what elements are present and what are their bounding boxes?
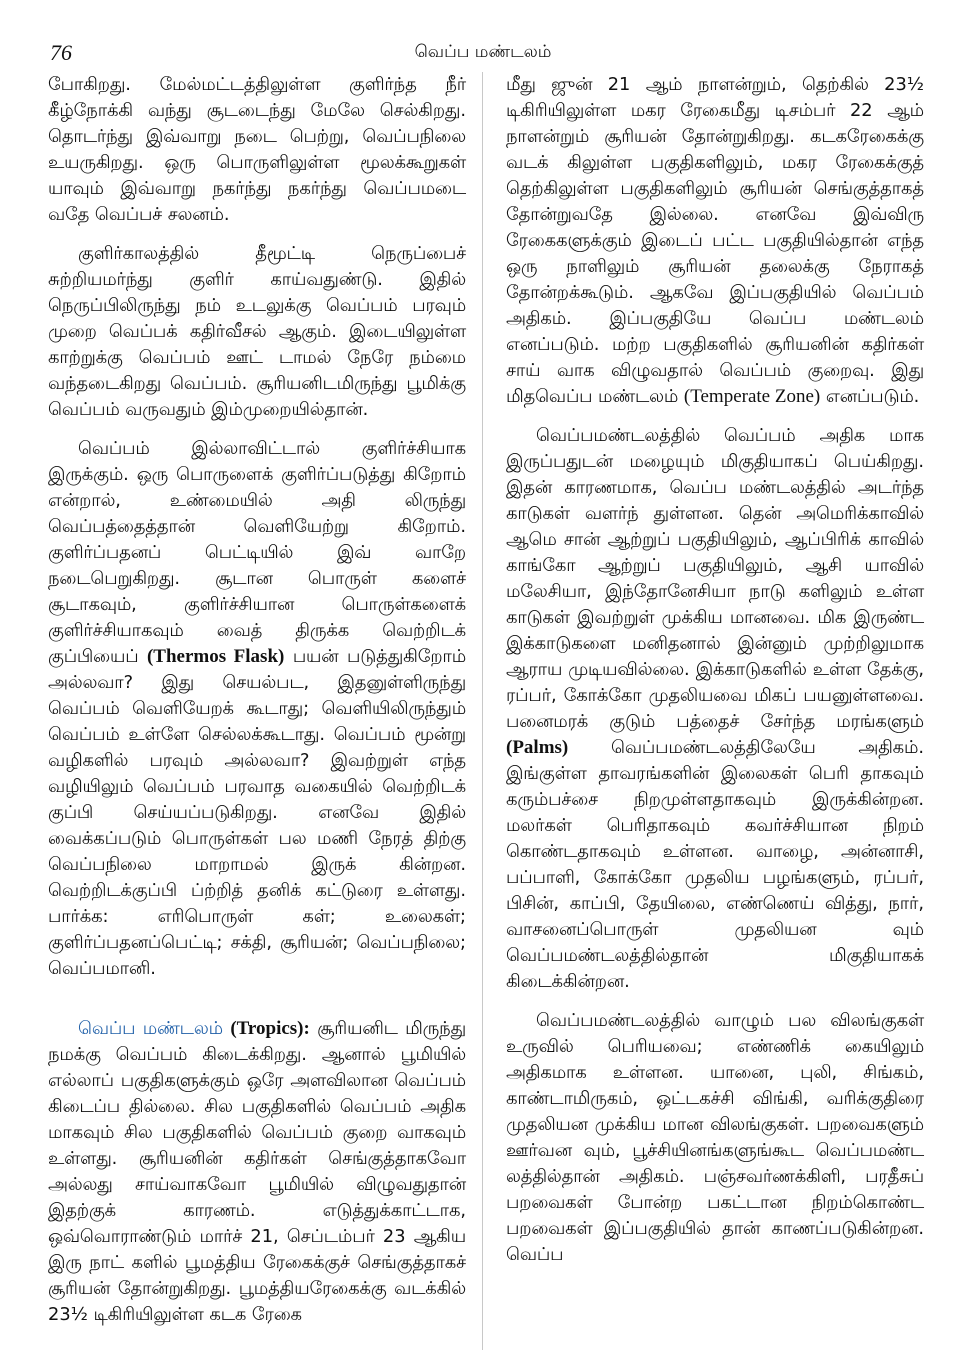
paragraph-tropic-lines <box>506 72 924 410</box>
temperate-english-term: (Temperate Zone) <box>683 386 821 407</box>
column-divider <box>482 72 483 1350</box>
paragraph-forests <box>506 423 924 995</box>
paragraph-animals: வெப்பமண்டலத்தில் வாழும் பல விலங்குகள் உருவில் பெரியவை; எண்ணிக் கையிலும் அதிகமாக உள்ளன. யானை, புலி, சிங்கம், காண்டாமிருகம், ஒட்டகச்சி விங்கி, வரிக்குதிரை முதலியன முக்கிய மான விலங்குகள். பறவைகளும் ஊர்வன வும், பூச்சியினங்களுங்கூட வெப்பமண்ட லத்தில்தான் அதிகம். பஞ்சவர்ணக்கிளி, பரதீசுப் பறவைகள் போன்ற பகட்டான நிறம்கொண்ட பறவைகள் இப்பகுதியில் தான் காணப்படுகின்றன. வெப்ப <box>506 1010 924 1265</box>
thermos-text-a: வெப்பம் இல்லாவிட்டால் குளிர்ச்சியாக இருக்கும். ஒரு பொருளைக் குளிர்ப்படுத்து கிறோம் என்றால், உண்மையில் அதி லிருந்து வெப்பத்தைத்தான் வெளியேற்று கிறோம். குளிர்ப்பதனப் பெட்டியில் இவ் வாறே நடைபெறுகிறது. சூடான பொருள் களைச் சூடாகவும், குளிர்ச்சியான பொருள்களைக் குளிர்ச்சியாகவும் வைத் திருக்க வெற்றிடக் குப்பியைப் <box>48 438 466 667</box>
paragraph-convection: போகிறது. மேல்மட்டத்திலுள்ள குளிர்ந்த நீர் கீழ்நோக்கி வந்து சூடடைந்து மேலே செல்கிறது. தொடர்ந்து இவ்வாறு நடை பெற்று, வெப்பநிலை உயருகிறது. ஒரு பொருளிலுள்ள மூலக்கூறுகள் யாவும் இவ்வாறு நகர்ந்து நகர்ந்து வெப்பமடை வதே வெப்பச் சலனம். <box>48 74 466 225</box>
tropics-text: சூரியனிட மிருந்து நமக்கு வெப்பம் கிடைக்கிறது. ஆனால் பூமியில் எல்லாப் பகுதிகளுக்கும் ஒரே அளவிலான வெப்பம் கிடைப்ப தில்லை. சில பகுதிகளில் வெப்பம் அதிக மாகவும் சில பகுதிகளில் வெப்பம் குறை வாகவும் உள்ளது. சூரியனின் கதிர்கள் செங்குத்தாகவோ அல்லது சாய்வாகவோ பூமியில் விழுவதுதான் இதற்குக் காரணம். எடுத்துக்காட்டாக, ஒவ்வொராண்டும் மார்ச் 21, செப்டம்பர் 23 ஆகிய இரு நாட் களில் பூமத்திய ரேகைக்குச் செங்குத்தாகச் சூரியன் தோன்றுகிறது. பூமத்தியரேகைக்கு வடக்கில் 23½ டிகிரியிலுள்ள கடக ரேகை <box>48 1018 466 1325</box>
thermos-english-term: (Thermos Flask) <box>146 646 285 667</box>
tropic-lines-text-a: மீது ஜுன் 21 ஆம் நாளன்றும், தெற்கில் 23½ டிகிரியிலுள்ள மகர ரேகைமீது டிசம்பர் 22 ஆம் நாளன்றும் சூரியன் தோன்றுகிறது. கடகரேகைக்கு வடக் கிலுள்ள பகுதிகளிலும், மகர ரேகைக்குத் தெற்கிலுள்ள பகுதிகளிலும் சூரியன் செங்குத்தாகத் தோன்றுவதே இல்லை. எனவே இவ்விரு ரேகைகளுக்கும் இடைப் பட்ட பகுதியில்தான் எந்த ஒரு நாளிலும் சூரியன் தலைக்கு நேராகத் தோன்றக்கூடும். ஆகவே இப்பகுதியில் வெப்பம் அதிகம். இப்பகுதியே வெப்ப மண்டலம் எனப்படும். மற்ற பகுதிகளில் சூரியனின் கதிர்கள் சாய் வாக விழுவதால் வெப்பம் குறைவு. இது மிதவெப்ப மண்டலம் <box>506 74 924 407</box>
tropic-lines-text-b: எனப்படும். <box>825 386 920 407</box>
forests-text-b: வெப்பமண்டலத்திலேயே அதிகம். இங்குள்ள தாவரங்களின் இலைகள் பெரி தாகவும் கரும்பச்சை நிறமுள்ளதாகவும் இருக்கின்றன. மலர்கள் பெரிதாகவும் கவர்ச்சியான நிறம் கொண்டதாகவும் உள்ளன. வாழை, அன்னாசி, பப்பாளி, கோக்கோ முதலிய பழங்களும், ரப்பர், பிசின், காப்பி, தேயிலை, எண்ணெய் வித்து, நார், வாசனைப்பொருள் முதலியன வும் வெப்பமண்டலத்தில்தான் மிகுதியாகக் கிடைக்கின்றன. <box>506 737 924 992</box>
page-number: 76 <box>50 40 72 65</box>
tropics-english-term: (Tropics): <box>230 1018 310 1039</box>
paragraph-thermos <box>48 436 466 982</box>
thermos-text-b: பயன் படுத்துகிறோம் அல்லவா? இது செயல்பட, இதனுள்ளிருந்து வெப்பம் வெளியேறக் கூடாது; வெளியிலிருந்தும் வெப்பம் உள்ளே செல்லக்கூடாது. வெப்பம் மூன்று வழிகளில் பரவும் அல்லவா? இவற்றுள் எந்த வழியிலும் வெப்பம் பரவாத வகையில் வெற்றிடக் குப்பி செய்யப்படுகிறது. எனவே இதில் வைக்கப்படும் பொருள்கள் பல மணி நேரத் திற்கு வெப்பநிலை மாறாமல் இருக் கின்றன. வெற்றிடக்குப்பி ப்ற்றித் தனிக் கட்டுரை உள்ளது. பார்க்க: எரிபொருள் கள்; உலைகள்; குளிர்ப்பதனப்பெட்டி; சக்தி, சூரியன்; வெப்பநிலை; வெப்பமானி. <box>48 646 467 979</box>
left-column <box>48 72 466 1328</box>
right-column <box>506 72 924 1268</box>
running-title: வெப்ப மண்டலம் <box>414 42 552 62</box>
paragraph-radiation: குளிர்காலத்தில் தீமூட்டி நெருப்பைச் சுற்றியமர்ந்து குளிர் காய்வதுண்டு. இதில் நெருப்பிலிருந்து நம் உடலுக்கு வெப்பம் பரவும் முறை வெப்பக் கதிர்வீசல் ஆகும். இடையிலுள்ள காற்றுக்கு வெப்பம் ஊட் டாமல் நேரே நம்மை வந்தடைகிறது வெப்பம். சூரியனிடமிருந்து பூமிக்கு வெப்பம் வருவதும் இம்முறையில்தான். <box>48 243 466 420</box>
palms-english-term: (Palms) <box>506 737 569 758</box>
tropics-headword: வெப்ப மண்டலம் <box>78 1018 223 1039</box>
paragraph-tropics <box>48 1016 466 1328</box>
forests-text-a: வெப்பமண்டலத்தில் வெப்பம் அதிக மாக இருப்பதுடன் மழையும் மிகுதியாகப் பெய்கிறது. இதன் காரணமாக, வெப்ப மண்டலத்தில் அடர்ந்த காடுகள் வளர்ந் துள்ளன. தென் அமெரிக்காவில் ஆமெ சான் ஆற்றுப் பகுதியிலும், ஆப்பிரிக் காவில் காங்கோ ஆற்றுப் பகுதியிலும், ஆசி யாவில் மலேசியா, இந்தோனேசியா நாடு களிலும் உள்ள காடுகள் இவற்றுள் முக்கிய மானவை. மிக இருண்ட இக்காடுகளை மனிதனால் இன்னும் முற்றிலுமாக ஆராய முடியவில்லை. இக்காடுகளில் உள்ள தேக்கு, ரப்பர், கோக்கோ முதலியவை மிகப் பயனுள்ளவை. பனைமரக் குடும் பத்தைச் சேர்ந்த மரங்களும் <box>506 425 924 732</box>
